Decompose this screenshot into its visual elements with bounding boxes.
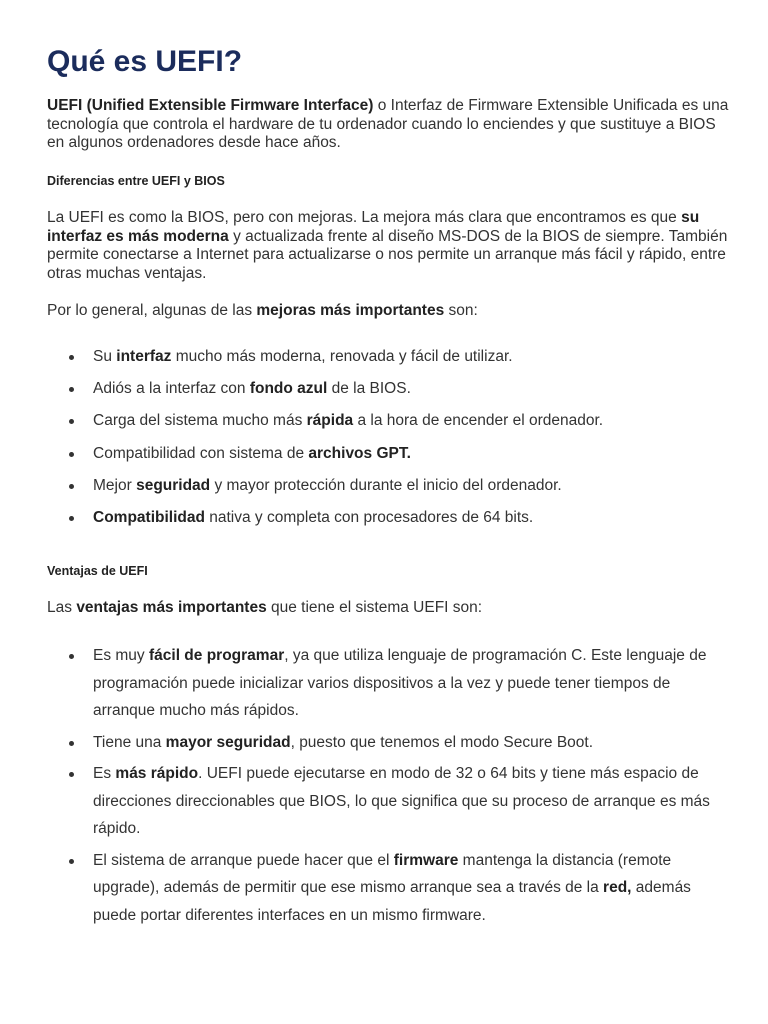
text-span: de la BIOS. (327, 380, 411, 398)
improvements-intro (47, 302, 737, 321)
differences-paragraph (47, 209, 737, 283)
text-span: que tiene el sistema UEFI son: (266, 599, 483, 616)
text-span: y actualizada frente al diseño MS-DOS de la BIOS de siempre. También permite conectarse a Internet para actualizarse o nos permite un arranque más fácil y rápido, entre otras muchas ventajas. (47, 227, 728, 282)
list-item (67, 760, 727, 843)
bold-span: más rápido (115, 765, 199, 782)
text-span: , ya que utiliza lenguaje de programación C. Este lenguaje de programación puede inicializar varios dispositivos a la vez y puede tener tiempos de arranque mucho más rápidos. (93, 647, 707, 719)
text-span: Es muy (93, 647, 149, 664)
text-span: mucho más moderna, renovada y fácil de utilizar. (171, 348, 513, 365)
text-span: Es (93, 765, 116, 782)
list-item (67, 509, 727, 527)
bold-span: Compatibilidad (93, 508, 205, 526)
text-span: Adiós a la interfaz con (93, 380, 250, 398)
list-item (67, 642, 727, 725)
bold-span: mejoras más importantes (256, 302, 445, 319)
list-item (67, 847, 727, 930)
advantages-intro (47, 599, 737, 618)
text-span: son: (444, 302, 478, 319)
improvements-list (67, 348, 727, 541)
bold-span: archivos GPT. (308, 444, 411, 462)
bold-span: fondo azul (249, 380, 328, 398)
list-item (67, 729, 727, 757)
bold-span: fácil de programar (148, 647, 285, 664)
text-span: La UEFI es como la BIOS, pero con mejoras. La mejora más clara que encontramos es que (47, 209, 682, 226)
text-span: y mayor protección durante el inicio del ordenador. (210, 476, 562, 494)
text-span: Las (47, 599, 77, 616)
text-span: . UEFI puede ejecutarse en modo de 32 o 64 bits y tiene más espacio de direcciones direccionables que BIOS, lo que significa que su proceso de arranque es más rápido. (93, 765, 710, 837)
list-item (67, 445, 727, 463)
bold-span: su interfaz es más moderna (47, 209, 700, 245)
text-span: Por lo general, algunas de las (47, 302, 257, 319)
text-span: nativa y completa con procesadores de 64 bits. (204, 508, 534, 526)
list-item (67, 477, 727, 495)
intro-paragraph (47, 97, 737, 153)
list-item (67, 380, 727, 398)
text-span: Su (93, 348, 117, 365)
text-span: Tiene una (93, 733, 166, 751)
bold-span: seguridad (136, 476, 211, 494)
bold-span: firmware (393, 851, 459, 869)
bold-span: interfaz (116, 348, 172, 365)
bold-span: rápida (306, 412, 354, 430)
intro-bold: UEFI (Unified Extensible Firmware Interface) (47, 97, 374, 114)
page-title: Qué es UEFI? (47, 45, 243, 78)
bold-span: ventajas más importantes (76, 599, 267, 616)
advantages-list (67, 642, 727, 933)
text-span: El sistema de arranque puede hacer que el (93, 851, 394, 869)
list-item (67, 412, 727, 430)
section-heading-advantages: Ventajas de UEFI (47, 564, 148, 578)
text-span: además puede portar diferentes interfaces en un mismo firmware. (93, 879, 691, 924)
section-heading-differences: Diferencias entre UEFI y BIOS (47, 174, 225, 188)
bold-span: mayor seguridad (165, 733, 291, 751)
text-span: Carga del sistema mucho más (93, 412, 307, 430)
text-span: mantenga la distancia (remote upgrade), además de permitir que ese mismo arranque sea a través de la (93, 851, 672, 896)
list-item (67, 348, 727, 366)
text-span: , puesto que tenemos el modo Secure Boot. (290, 733, 594, 751)
bold-span: red, (603, 879, 632, 896)
text-span: Mejor (93, 476, 137, 494)
text-span: Compatibilidad con sistema de (93, 444, 309, 462)
intro-text: o Interfaz de Firmware Extensible Unificada es una tecnología que controla el hardware de tu ordenador cuando lo enciendes y que sustituye a BIOS en algunos ordenadores desde hace años. (47, 97, 729, 151)
text-span: a la hora de encender el ordenador. (353, 412, 604, 430)
